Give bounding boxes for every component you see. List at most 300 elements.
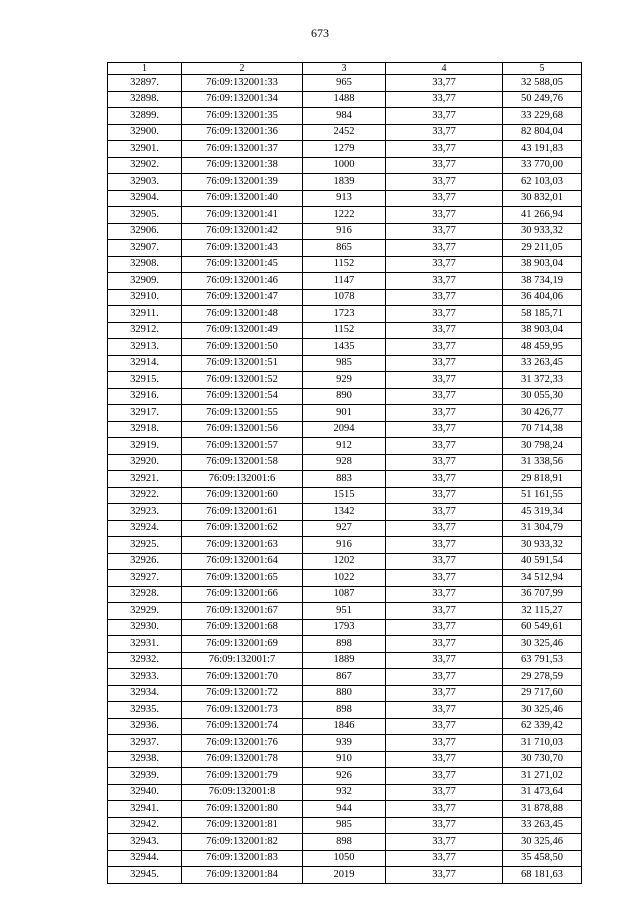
cadastral-number-cell: 76:09:132001:6 <box>182 471 303 488</box>
rate-cell: 33,77 <box>386 339 503 356</box>
cadastral-number-cell: 76:09:132001:50 <box>182 339 303 356</box>
rate-cell: 33,77 <box>386 240 503 257</box>
cadastral-number-cell: 76:09:132001:78 <box>182 751 303 768</box>
area-cell: 2019 <box>303 867 386 884</box>
area-cell: 916 <box>303 537 386 554</box>
amount-cell: 33 263,45 <box>503 817 582 834</box>
row-number-cell: 32897. <box>108 75 182 92</box>
cadastral-number-cell: 76:09:132001:69 <box>182 636 303 653</box>
area-cell: 1793 <box>303 619 386 636</box>
rate-cell: 33,77 <box>386 124 503 141</box>
area-cell: 926 <box>303 768 386 785</box>
row-number-cell: 32900. <box>108 124 182 141</box>
row-number-cell: 32909. <box>108 273 182 290</box>
row-number-cell: 32911. <box>108 306 182 323</box>
table-row <box>108 784 582 801</box>
row-number-cell: 32944. <box>108 850 182 867</box>
table-row <box>108 471 582 488</box>
area-cell: 1202 <box>303 553 386 570</box>
table-row <box>108 174 582 191</box>
data-table <box>107 62 582 884</box>
rate-cell: 33,77 <box>386 256 503 273</box>
table-row <box>108 223 582 240</box>
row-number-cell: 32913. <box>108 339 182 356</box>
amount-cell: 40 591,54 <box>503 553 582 570</box>
amount-cell: 62 103,03 <box>503 174 582 191</box>
row-number-cell: 32940. <box>108 784 182 801</box>
rate-cell: 33,77 <box>386 504 503 521</box>
area-cell: 2094 <box>303 421 386 438</box>
cadastral-number-cell: 76:09:132001:36 <box>182 124 303 141</box>
cadastral-number-cell: 76:09:132001:66 <box>182 586 303 603</box>
row-number-cell: 32918. <box>108 421 182 438</box>
amount-cell: 33 263,45 <box>503 355 582 372</box>
cadastral-number-cell: 76:09:132001:37 <box>182 141 303 158</box>
table-row <box>108 586 582 603</box>
table-row <box>108 718 582 735</box>
amount-cell: 30 933,32 <box>503 223 582 240</box>
cadastral-number-cell: 76:09:132001:47 <box>182 289 303 306</box>
cadastral-number-cell: 76:09:132001:70 <box>182 669 303 686</box>
area-cell: 1147 <box>303 273 386 290</box>
amount-cell: 31 710,03 <box>503 735 582 752</box>
cadastral-number-cell: 76:09:132001:61 <box>182 504 303 521</box>
table-row <box>108 355 582 372</box>
amount-cell: 33 229,68 <box>503 108 582 125</box>
area-cell: 1488 <box>303 91 386 108</box>
amount-cell: 70 714,38 <box>503 421 582 438</box>
table-row <box>108 520 582 537</box>
row-number-cell: 32937. <box>108 735 182 752</box>
table-row <box>108 669 582 686</box>
table-row <box>108 751 582 768</box>
rate-cell: 33,77 <box>386 322 503 339</box>
table-row <box>108 553 582 570</box>
amount-cell: 30 933,32 <box>503 537 582 554</box>
cadastral-number-cell: 76:09:132001:57 <box>182 438 303 455</box>
area-cell: 901 <box>303 405 386 422</box>
area-cell: 880 <box>303 685 386 702</box>
row-number-cell: 32928. <box>108 586 182 603</box>
table-row <box>108 256 582 273</box>
area-cell: 1022 <box>303 570 386 587</box>
rate-cell: 33,77 <box>386 355 503 372</box>
cadastral-number-cell: 76:09:132001:7 <box>182 652 303 669</box>
area-cell: 984 <box>303 108 386 125</box>
cadastral-number-cell: 76:09:132001:60 <box>182 487 303 504</box>
rate-cell: 33,77 <box>386 190 503 207</box>
rate-cell: 33,77 <box>386 817 503 834</box>
rate-cell: 33,77 <box>386 553 503 570</box>
rate-cell: 33,77 <box>386 751 503 768</box>
rate-cell: 33,77 <box>386 718 503 735</box>
row-number-cell: 32942. <box>108 817 182 834</box>
cadastral-number-cell: 76:09:132001:72 <box>182 685 303 702</box>
amount-cell: 38 734,19 <box>503 273 582 290</box>
table-row <box>108 438 582 455</box>
amount-cell: 32 115,27 <box>503 603 582 620</box>
table-row <box>108 108 582 125</box>
area-cell: 965 <box>303 75 386 92</box>
row-number-cell: 32905. <box>108 207 182 224</box>
row-number-cell: 32936. <box>108 718 182 735</box>
row-number-cell: 32934. <box>108 685 182 702</box>
area-cell: 883 <box>303 471 386 488</box>
row-number-cell: 32935. <box>108 702 182 719</box>
area-cell: 951 <box>303 603 386 620</box>
cadastral-number-cell: 76:09:132001:58 <box>182 454 303 471</box>
cadastral-number-cell: 76:09:132001:34 <box>182 91 303 108</box>
row-number-cell: 32920. <box>108 454 182 471</box>
table-row <box>108 652 582 669</box>
row-number-cell: 32926. <box>108 553 182 570</box>
row-number-cell: 32923. <box>108 504 182 521</box>
row-number-cell: 32930. <box>108 619 182 636</box>
table-row <box>108 141 582 158</box>
table-row <box>108 75 582 92</box>
amount-cell: 82 804,04 <box>503 124 582 141</box>
row-number-cell: 32910. <box>108 289 182 306</box>
area-cell: 865 <box>303 240 386 257</box>
cadastral-number-cell: 76:09:132001:63 <box>182 537 303 554</box>
column-header-2: 2 <box>182 63 303 75</box>
rate-cell: 33,77 <box>386 685 503 702</box>
table-row <box>108 570 582 587</box>
cadastral-number-cell: 76:09:132001:49 <box>182 322 303 339</box>
table-row <box>108 421 582 438</box>
area-cell: 898 <box>303 834 386 851</box>
cadastral-number-cell: 76:09:132001:38 <box>182 157 303 174</box>
area-cell: 1723 <box>303 306 386 323</box>
rate-cell: 33,77 <box>386 603 503 620</box>
rate-cell: 33,77 <box>386 867 503 884</box>
cadastral-number-cell: 76:09:132001:83 <box>182 850 303 867</box>
table-row <box>108 537 582 554</box>
column-header-1: 1 <box>108 63 182 75</box>
cadastral-number-cell: 76:09:132001:65 <box>182 570 303 587</box>
rate-cell: 33,77 <box>386 487 503 504</box>
cadastral-number-cell: 76:09:132001:74 <box>182 718 303 735</box>
rate-cell: 33,77 <box>386 207 503 224</box>
table-row <box>108 322 582 339</box>
row-number-cell: 32912. <box>108 322 182 339</box>
column-header-5: 5 <box>503 63 582 75</box>
amount-cell: 31 372,33 <box>503 372 582 389</box>
rate-cell: 33,77 <box>386 586 503 603</box>
rate-cell: 33,77 <box>386 801 503 818</box>
rate-cell: 33,77 <box>386 702 503 719</box>
table-row <box>108 372 582 389</box>
table-row <box>108 768 582 785</box>
area-cell: 916 <box>303 223 386 240</box>
amount-cell: 30 325,46 <box>503 636 582 653</box>
amount-cell: 43 191,83 <box>503 141 582 158</box>
area-cell: 1087 <box>303 586 386 603</box>
rate-cell: 33,77 <box>386 619 503 636</box>
amount-cell: 36 707,99 <box>503 586 582 603</box>
row-number-cell: 32941. <box>108 801 182 818</box>
amount-cell: 30 426,77 <box>503 405 582 422</box>
amount-cell: 31 878,88 <box>503 801 582 818</box>
table-row <box>108 735 582 752</box>
amount-cell: 38 903,04 <box>503 322 582 339</box>
area-cell: 898 <box>303 702 386 719</box>
amount-cell: 45 319,34 <box>503 504 582 521</box>
amount-cell: 29 278,59 <box>503 669 582 686</box>
area-cell: 890 <box>303 388 386 405</box>
table-row <box>108 685 582 702</box>
amount-cell: 31 473,64 <box>503 784 582 801</box>
area-cell: 913 <box>303 190 386 207</box>
amount-cell: 29 717,60 <box>503 685 582 702</box>
rate-cell: 33,77 <box>386 570 503 587</box>
cadastral-number-cell: 76:09:132001:84 <box>182 867 303 884</box>
row-number-cell: 32929. <box>108 603 182 620</box>
cadastral-number-cell: 76:09:132001:42 <box>182 223 303 240</box>
table-row <box>108 157 582 174</box>
rate-cell: 33,77 <box>386 306 503 323</box>
area-cell: 898 <box>303 636 386 653</box>
rate-cell: 33,77 <box>386 471 503 488</box>
rate-cell: 33,77 <box>386 537 503 554</box>
row-number-cell: 32901. <box>108 141 182 158</box>
cadastral-number-cell: 76:09:132001:33 <box>182 75 303 92</box>
amount-cell: 30 832,01 <box>503 190 582 207</box>
area-cell: 2452 <box>303 124 386 141</box>
row-number-cell: 32943. <box>108 834 182 851</box>
row-number-cell: 32916. <box>108 388 182 405</box>
row-number-cell: 32914. <box>108 355 182 372</box>
cadastral-number-cell: 76:09:132001:64 <box>182 553 303 570</box>
area-cell: 1152 <box>303 322 386 339</box>
area-cell: 867 <box>303 669 386 686</box>
table-row <box>108 801 582 818</box>
area-cell: 1050 <box>303 850 386 867</box>
row-number-cell: 32915. <box>108 372 182 389</box>
amount-cell: 36 404,06 <box>503 289 582 306</box>
rate-cell: 33,77 <box>386 174 503 191</box>
area-cell: 912 <box>303 438 386 455</box>
area-cell: 1222 <box>303 207 386 224</box>
table-row <box>108 603 582 620</box>
amount-cell: 58 185,71 <box>503 306 582 323</box>
table-row <box>108 454 582 471</box>
cadastral-number-cell: 76:09:132001:62 <box>182 520 303 537</box>
cadastral-number-cell: 76:09:132001:8 <box>182 784 303 801</box>
cadastral-number-cell: 76:09:132001:48 <box>182 306 303 323</box>
rate-cell: 33,77 <box>386 735 503 752</box>
row-number-cell: 32902. <box>108 157 182 174</box>
amount-cell: 32 588,05 <box>503 75 582 92</box>
row-number-cell: 32921. <box>108 471 182 488</box>
cadastral-number-cell: 76:09:132001:56 <box>182 421 303 438</box>
table-row <box>108 850 582 867</box>
table-row <box>108 91 582 108</box>
cadastral-number-cell: 76:09:132001:68 <box>182 619 303 636</box>
row-number-cell: 32906. <box>108 223 182 240</box>
amount-cell: 31 304,79 <box>503 520 582 537</box>
area-cell: 927 <box>303 520 386 537</box>
amount-cell: 51 161,55 <box>503 487 582 504</box>
amount-cell: 41 266,94 <box>503 207 582 224</box>
row-number-cell: 32933. <box>108 669 182 686</box>
area-cell: 928 <box>303 454 386 471</box>
rate-cell: 33,77 <box>386 454 503 471</box>
rate-cell: 33,77 <box>386 421 503 438</box>
amount-cell: 63 791,53 <box>503 652 582 669</box>
rate-cell: 33,77 <box>386 850 503 867</box>
table-header-row <box>108 63 582 75</box>
rate-cell: 33,77 <box>386 768 503 785</box>
cadastral-number-cell: 76:09:132001:40 <box>182 190 303 207</box>
rate-cell: 33,77 <box>386 834 503 851</box>
amount-cell: 29 211,05 <box>503 240 582 257</box>
area-cell: 932 <box>303 784 386 801</box>
cadastral-number-cell: 76:09:132001:45 <box>182 256 303 273</box>
area-cell: 944 <box>303 801 386 818</box>
area-cell: 1515 <box>303 487 386 504</box>
row-number-cell: 32898. <box>108 91 182 108</box>
table-row <box>108 339 582 356</box>
row-number-cell: 32903. <box>108 174 182 191</box>
table-row <box>108 702 582 719</box>
rate-cell: 33,77 <box>386 289 503 306</box>
rate-cell: 33,77 <box>386 141 503 158</box>
row-number-cell: 32939. <box>108 768 182 785</box>
amount-cell: 48 459,95 <box>503 339 582 356</box>
cadastral-number-cell: 76:09:132001:82 <box>182 834 303 851</box>
cadastral-number-cell: 76:09:132001:80 <box>182 801 303 818</box>
area-cell: 929 <box>303 372 386 389</box>
table-row <box>108 619 582 636</box>
table-row <box>108 504 582 521</box>
cadastral-number-cell: 76:09:132001:46 <box>182 273 303 290</box>
amount-cell: 31 271,02 <box>503 768 582 785</box>
cadastral-number-cell: 76:09:132001:39 <box>182 174 303 191</box>
area-cell: 1078 <box>303 289 386 306</box>
amount-cell: 38 903,04 <box>503 256 582 273</box>
row-number-cell: 32931. <box>108 636 182 653</box>
rate-cell: 33,77 <box>386 157 503 174</box>
table-row <box>108 388 582 405</box>
row-number-cell: 32904. <box>108 190 182 207</box>
row-number-cell: 32919. <box>108 438 182 455</box>
amount-cell: 60 549,61 <box>503 619 582 636</box>
row-number-cell: 32917. <box>108 405 182 422</box>
row-number-cell: 32945. <box>108 867 182 884</box>
amount-cell: 68 181,63 <box>503 867 582 884</box>
table-row <box>108 834 582 851</box>
table-row <box>108 240 582 257</box>
row-number-cell: 32932. <box>108 652 182 669</box>
area-cell: 1152 <box>303 256 386 273</box>
area-cell: 1846 <box>303 718 386 735</box>
table-body <box>108 75 582 884</box>
rate-cell: 33,77 <box>386 636 503 653</box>
area-cell: 1839 <box>303 174 386 191</box>
amount-cell: 30 325,46 <box>503 834 582 851</box>
amount-cell: 30 798,24 <box>503 438 582 455</box>
row-number-cell: 32938. <box>108 751 182 768</box>
cadastral-number-cell: 76:09:132001:67 <box>182 603 303 620</box>
row-number-cell: 32908. <box>108 256 182 273</box>
rate-cell: 33,77 <box>386 273 503 290</box>
table-row <box>108 273 582 290</box>
rate-cell: 33,77 <box>386 520 503 537</box>
rate-cell: 33,77 <box>386 438 503 455</box>
row-number-cell: 32899. <box>108 108 182 125</box>
rate-cell: 33,77 <box>386 388 503 405</box>
area-cell: 1435 <box>303 339 386 356</box>
cadastral-number-cell: 76:09:132001:52 <box>182 372 303 389</box>
cadastral-number-cell: 76:09:132001:81 <box>182 817 303 834</box>
row-number-cell: 32922. <box>108 487 182 504</box>
table-row <box>108 207 582 224</box>
area-cell: 1000 <box>303 157 386 174</box>
table-row <box>108 405 582 422</box>
area-cell: 910 <box>303 751 386 768</box>
area-cell: 985 <box>303 355 386 372</box>
table-row <box>108 867 582 884</box>
rate-cell: 33,77 <box>386 108 503 125</box>
area-cell: 1279 <box>303 141 386 158</box>
cadastral-number-cell: 76:09:132001:76 <box>182 735 303 752</box>
table-row <box>108 289 582 306</box>
cadastral-number-cell: 76:09:132001:54 <box>182 388 303 405</box>
table-row <box>108 487 582 504</box>
cadastral-number-cell: 76:09:132001:43 <box>182 240 303 257</box>
amount-cell: 35 458,50 <box>503 850 582 867</box>
rate-cell: 33,77 <box>386 223 503 240</box>
page-number: 673 <box>311 26 329 40</box>
table-row <box>108 190 582 207</box>
rate-cell: 33,77 <box>386 652 503 669</box>
table-row <box>108 124 582 141</box>
amount-cell: 31 338,56 <box>503 454 582 471</box>
rate-cell: 33,77 <box>386 372 503 389</box>
cadastral-number-cell: 76:09:132001:35 <box>182 108 303 125</box>
rate-cell: 33,77 <box>386 91 503 108</box>
rate-cell: 33,77 <box>386 405 503 422</box>
amount-cell: 33 770,00 <box>503 157 582 174</box>
cadastral-number-cell: 76:09:132001:73 <box>182 702 303 719</box>
amount-cell: 50 249,76 <box>503 91 582 108</box>
area-cell: 939 <box>303 735 386 752</box>
column-header-3: 3 <box>303 63 386 75</box>
column-header-4: 4 <box>386 63 503 75</box>
row-number-cell: 32927. <box>108 570 182 587</box>
cadastral-number-cell: 76:09:132001:55 <box>182 405 303 422</box>
table-row <box>108 306 582 323</box>
amount-cell: 30 325,46 <box>503 702 582 719</box>
area-cell: 985 <box>303 817 386 834</box>
rate-cell: 33,77 <box>386 669 503 686</box>
amount-cell: 34 512,94 <box>503 570 582 587</box>
row-number-cell: 32907. <box>108 240 182 257</box>
table-row <box>108 817 582 834</box>
cadastral-number-cell: 76:09:132001:79 <box>182 768 303 785</box>
rate-cell: 33,77 <box>386 75 503 92</box>
area-cell: 1889 <box>303 652 386 669</box>
amount-cell: 29 818,91 <box>503 471 582 488</box>
area-cell: 1342 <box>303 504 386 521</box>
row-number-cell: 32925. <box>108 537 182 554</box>
row-number-cell: 32924. <box>108 520 182 537</box>
table-row <box>108 636 582 653</box>
amount-cell: 30 055,30 <box>503 388 582 405</box>
amount-cell: 62 339,42 <box>503 718 582 735</box>
rate-cell: 33,77 <box>386 784 503 801</box>
